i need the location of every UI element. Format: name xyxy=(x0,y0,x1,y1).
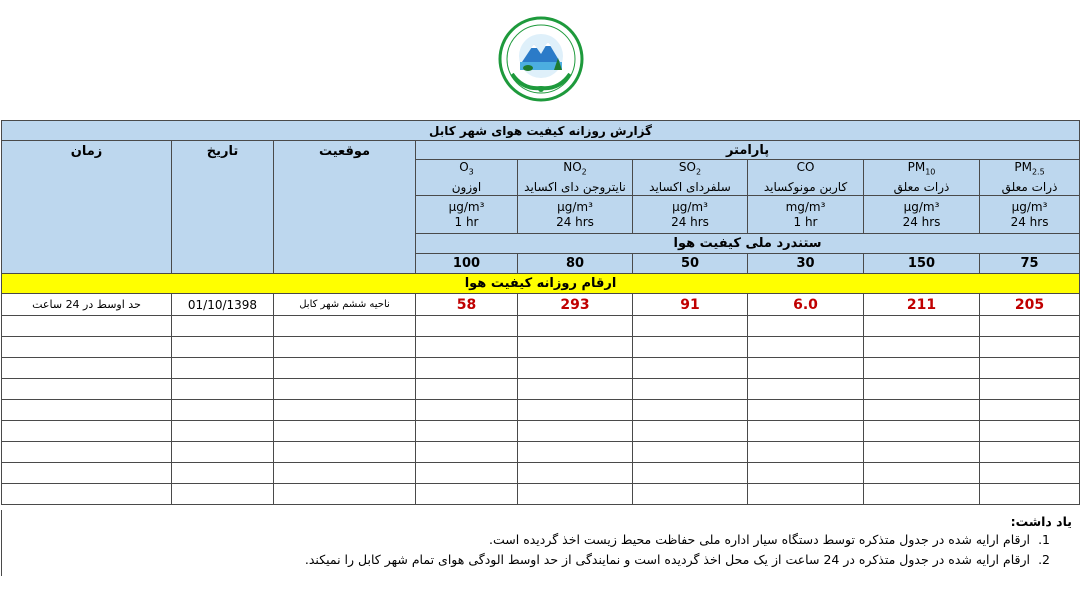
param-no2: $NO_2$ نایتروجن دای اکساید xyxy=(518,160,633,196)
empty-row xyxy=(2,316,1080,337)
table-row xyxy=(2,294,1080,316)
location-header: موقعیت xyxy=(274,141,416,274)
empty-row xyxy=(2,484,1080,505)
value-so2: 91 xyxy=(633,294,748,316)
param-pm25: $PM_{2.5}$ ذرات معلق xyxy=(980,160,1080,196)
parameter-header: پارامتر xyxy=(416,141,1080,160)
time-header: زمان xyxy=(2,141,172,274)
param-pm10: $PM_{10}$ ذرات معلق xyxy=(864,160,980,196)
empty-row xyxy=(2,379,1080,400)
param-so2: $SO_2$ سلفردای اکساید xyxy=(633,160,748,196)
record-location: ناحیه ششم شهر کابل xyxy=(274,294,416,316)
standard-no2: 80 xyxy=(518,254,633,274)
empty-row xyxy=(2,358,1080,379)
standard-pm25: 75 xyxy=(980,254,1080,274)
notes-section xyxy=(1,510,1080,576)
empty-row xyxy=(2,421,1080,442)
note-item: 1.ارقام ارایه شده در جدول متذکره توسط دستگاه سیار اداره ملی حفاظت محیط زیست اخذ گردیده است. xyxy=(489,532,1050,547)
record-date: 01/10/1398 xyxy=(172,294,274,316)
param-co: CO کاربن مونوکساید xyxy=(748,160,864,196)
standard-co: 30 xyxy=(748,254,864,274)
unit-no2: µg/m³ 24 hrs xyxy=(518,196,633,234)
record-time: حد اوسط در 24 ساعت xyxy=(2,294,172,316)
standard-pm10: 150 xyxy=(864,254,980,274)
note-item: 2.ارقام ارایه شده در جدول متذکره در 24 ساعت از یک محل اخذ گردیده است و نمایندگی از حد اوسط الودگی هوای تمام شهر کابل را نمیکند. xyxy=(304,552,1050,567)
unit-pm10: µg/m³ 24 hrs xyxy=(864,196,980,234)
unit-co: mg/m³ 1 hr xyxy=(748,196,864,234)
empty-row xyxy=(2,463,1080,484)
air-quality-table xyxy=(1,120,1080,505)
national-standard-header: ستندرد ملی کیفیت هوا xyxy=(416,234,1080,254)
value-no2: 293 xyxy=(518,294,633,316)
unit-pm25: µg/m³ 24 hrs xyxy=(980,196,1080,234)
empty-row xyxy=(2,337,1080,358)
value-o3: 58 xyxy=(416,294,518,316)
notes-title: یاد داشت: xyxy=(1010,514,1072,529)
standard-so2: 50 xyxy=(633,254,748,274)
empty-row xyxy=(2,442,1080,463)
value-pm10: 211 xyxy=(864,294,980,316)
standard-o3: 100 xyxy=(416,254,518,274)
daily-figures-header: ارقام روزانه کیفیت هوا xyxy=(2,274,1080,294)
report-title: گزارش روزانه کیفیت هوای شهر کابل xyxy=(2,121,1080,141)
empty-row xyxy=(2,400,1080,421)
value-pm25: 205 xyxy=(980,294,1080,316)
date-header: تاریخ xyxy=(172,141,274,274)
value-co: 6.0 xyxy=(748,294,864,316)
unit-so2: µg/m³ 24 hrs xyxy=(633,196,748,234)
param-o3: $O_3$ اوزون xyxy=(416,160,518,196)
unit-o3: µg/m³ 1 hr xyxy=(416,196,518,234)
environment-agency-logo xyxy=(498,16,584,102)
